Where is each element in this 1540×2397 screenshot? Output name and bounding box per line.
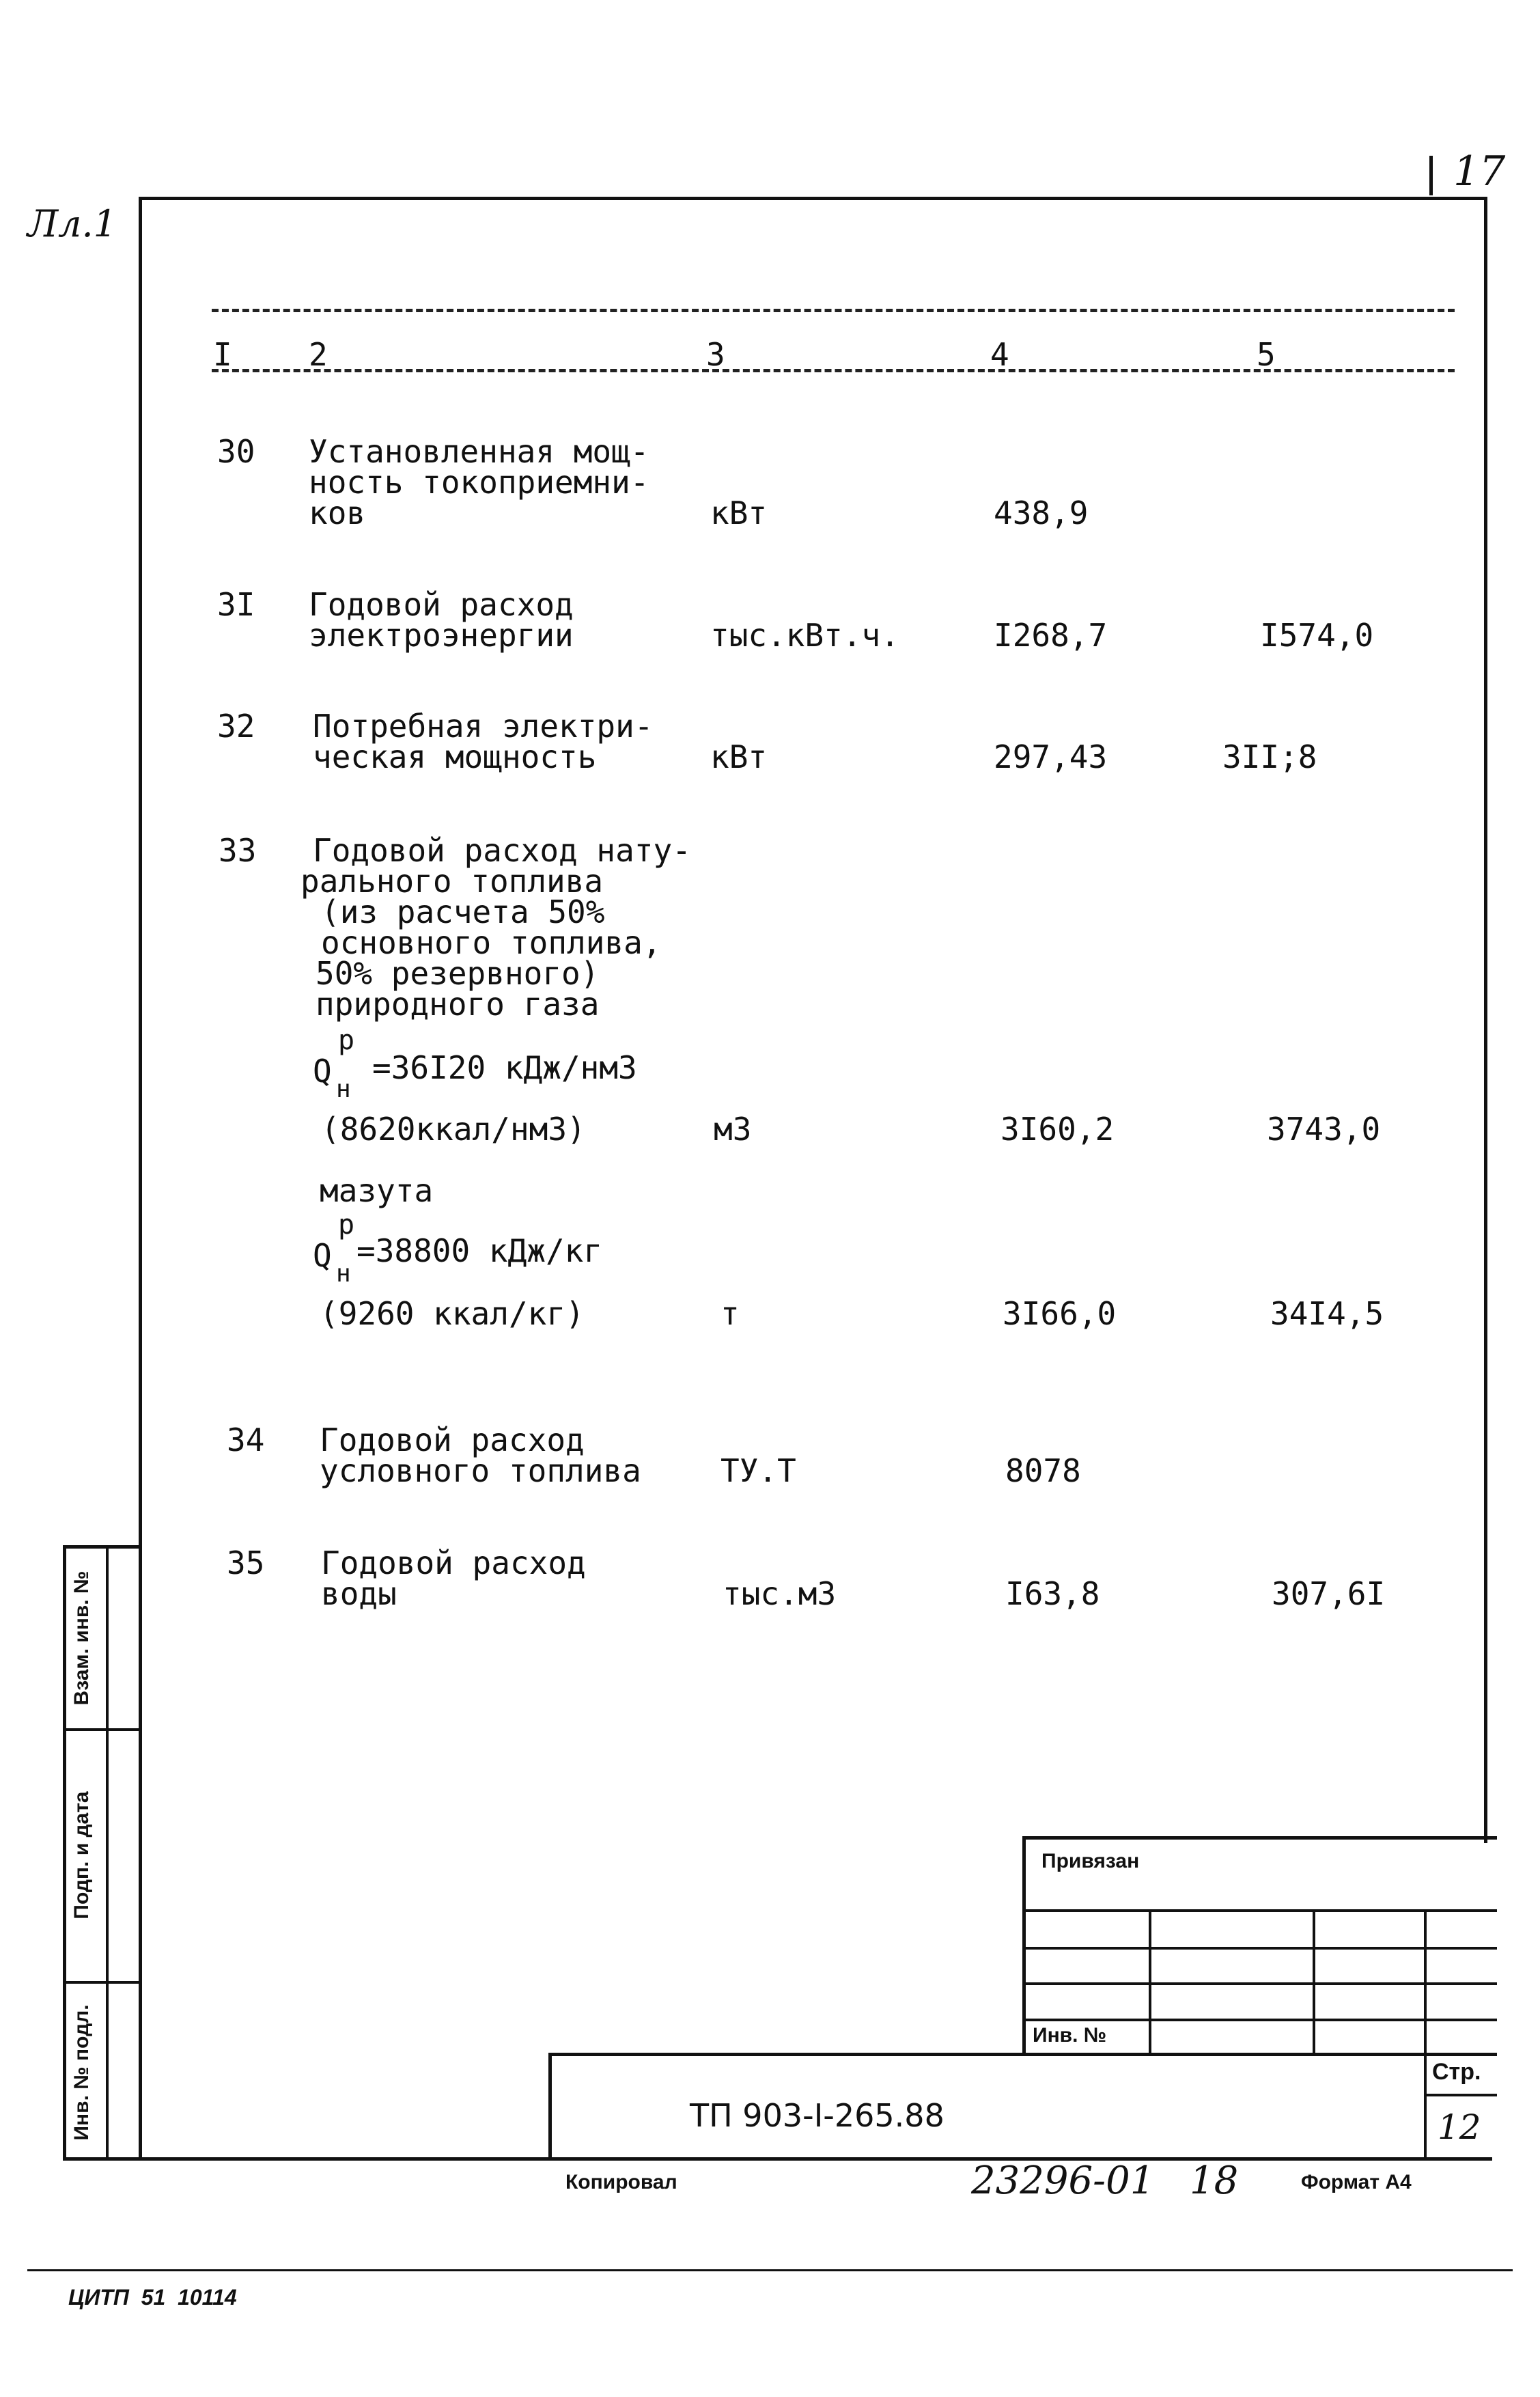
mazut-q-subscript: н [336, 1260, 351, 1288]
page-value: 12 [1438, 2107, 1481, 2147]
mazut-value-4: 3I66,0 [1003, 1295, 1117, 1332]
row-34-unit: ТУ.Т [720, 1452, 796, 1489]
row-34-value-4: 8078 [1005, 1452, 1081, 1489]
col-header-4: 4 [990, 336, 1009, 373]
gas-unit: м3 [714, 1111, 752, 1148]
row-33-number: 33 [219, 832, 257, 869]
row-31-value-5: I574,0 [1260, 617, 1374, 654]
row-33-name-line4: основного топлива, [321, 924, 662, 961]
bound-block-top [1022, 1836, 1497, 1840]
row-33-name-line6: природного газа [316, 986, 600, 1023]
bound-block-left [1022, 1836, 1026, 2056]
row-34-name-line2: условного топлива [320, 1452, 641, 1489]
row-30-unit: кВт [710, 495, 768, 531]
row-35-unit: тыс.м3 [723, 1575, 837, 1612]
code-block-top [548, 2053, 1497, 2056]
gas-value-5: 3743,0 [1267, 1111, 1381, 1148]
col-header-5: 5 [1257, 336, 1276, 373]
row-34-number: 34 [227, 1422, 265, 1458]
row-32-name-line2: ческая мощность [313, 738, 597, 775]
copied-label: Копировал [565, 2171, 677, 2193]
gas-q-superscript: p [338, 1025, 355, 1056]
row-35-value-4: I63,8 [1005, 1575, 1100, 1612]
side-stamp-sep-2 [63, 1981, 142, 1984]
gas-q-symbol: Q [313, 1053, 332, 1090]
mazut-label: мазута [320, 1172, 434, 1209]
row-35-name-line1: Годовой расход [321, 1544, 586, 1581]
row-30-name-line3: ков [309, 495, 366, 531]
corner-tick [1429, 156, 1433, 195]
row-33-name-line2: рального топлива [300, 863, 604, 900]
page-cell-sep [1424, 2094, 1497, 2096]
row-32-number: 32 [217, 708, 255, 745]
row-31-number: 3I [217, 586, 255, 623]
page-label: Стр. [1432, 2059, 1481, 2085]
row-35-number: 35 [227, 1544, 265, 1581]
side-stamp-divider [106, 1545, 109, 2161]
row-30-name-line1: Установленная мощ- [309, 433, 649, 470]
code-block-left [548, 2053, 552, 2159]
row-30-value-4: 438,9 [994, 495, 1089, 531]
row-35-value-5: 307,6I [1272, 1575, 1386, 1612]
col-header-3: 3 [706, 336, 725, 373]
footer-rule [27, 2269, 1513, 2271]
mazut-q-superscript: p [338, 1209, 355, 1241]
mazut-q-symbol: Q [313, 1237, 332, 1274]
row-34-name-line1: Годовой расход [320, 1422, 585, 1458]
row-30-name-line2: ность токоприемни- [309, 464, 649, 501]
bound-grid-v2 [1313, 1909, 1315, 2056]
row-33-name-line3: (из расчета 50% [321, 893, 605, 930]
frame-top [139, 197, 1487, 200]
bound-label: Привязан [1041, 1850, 1140, 1872]
order-number: 23296-01 [971, 2159, 1155, 2203]
header-dash-top [212, 309, 1455, 312]
gas-kcal: (8620ккал/нм3) [321, 1111, 586, 1148]
row-32-name-line1: Потребная электри- [313, 708, 654, 745]
row-31-name-line1: Годовой расход [309, 586, 574, 623]
bound-grid-v1 [1149, 1909, 1151, 2056]
frame-right [1484, 197, 1487, 1843]
row-31-name-line2: электроэнергии [309, 617, 574, 654]
row-33-name-line5: 50% резервного) [316, 955, 600, 992]
row-31-unit: тыс.кВт.ч. [710, 617, 899, 654]
frame-bottom [65, 2157, 1492, 2161]
side-stamp-sign-date: Подп. и дата [70, 1791, 93, 1920]
order-sheet: 18 [1190, 2159, 1239, 2203]
mazut-value-5: 34I4,5 [1270, 1295, 1384, 1332]
mazut-q-value: =38800 кДж/кг [356, 1232, 603, 1269]
doc-code: ТП 903-I-265.88 [690, 2097, 944, 2134]
bound-grid-v3 [1424, 1909, 1427, 2159]
row-31-value-4: I268,7 [994, 617, 1108, 654]
list-mark: Лл.1 [27, 202, 117, 245]
side-stamp-inv-replace: Взам. инв. № [70, 1570, 93, 1706]
row-33-name-line1: Годовой расход нату- [313, 832, 691, 869]
gas-q-subscript: н [336, 1075, 351, 1103]
sheet-number-corner: 17 [1453, 148, 1506, 195]
row-32-value-4: 297,43 [994, 738, 1108, 775]
side-stamp-sep-1 [63, 1728, 142, 1731]
org-code: ЦИТП 51 10114 [68, 2285, 237, 2310]
row-32-value-5: 3II;8 [1222, 738, 1317, 775]
row-30-number: 30 [217, 433, 255, 470]
frame-left [139, 197, 142, 2159]
row-32-unit: кВт [710, 738, 768, 775]
mazut-kcal: (9260 ккал/кг) [320, 1295, 585, 1332]
col-header-2: 2 [309, 336, 328, 373]
side-stamp-inv-orig: Инв. № подл. [70, 2004, 93, 2141]
format-label: Формат А4 [1301, 2171, 1412, 2193]
side-stamp-left [63, 1545, 66, 2161]
mazut-unit: т [720, 1295, 740, 1332]
side-stamp-top [63, 1545, 142, 1549]
gas-q-value: =36I20 кДж/нм3 [372, 1049, 637, 1086]
row-35-name-line2: воды [321, 1575, 397, 1612]
gas-value-4: 3I60,2 [1000, 1111, 1115, 1148]
inv-no-label: Инв. № [1033, 2024, 1107, 2047]
col-header-1: I [213, 336, 232, 373]
